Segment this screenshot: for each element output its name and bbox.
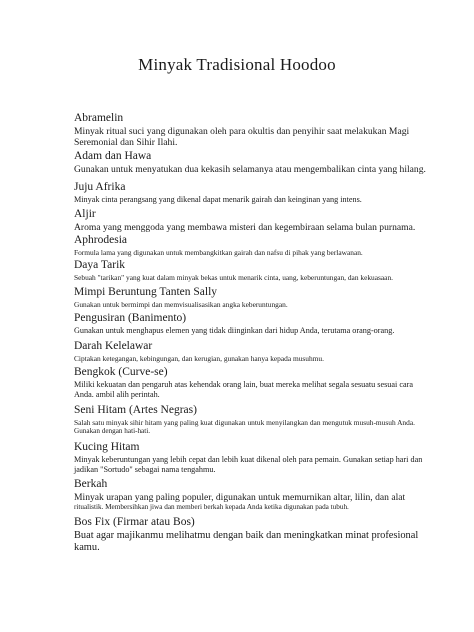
entry-adam-dan-hawa <box>74 150 430 175</box>
entry-desc: Minyak urapan yang paling populer, digunakan untuk memurnikan altar, lilin, dan alat <box>74 492 406 503</box>
entry-note: Gunakan dengan hati-hati. <box>74 427 151 435</box>
entry-juju-afrika <box>74 181 430 205</box>
entry-mimpi-beruntung <box>74 286 430 309</box>
entry-desc: Gunakan untuk menghapus elemen yang tidak diinginkan dari hidup Anda, terutama orang-orang. <box>74 326 395 335</box>
entry-bengkok <box>74 366 430 400</box>
entry-name: Mimpi Beruntung Tanten Sally <box>74 286 218 298</box>
entry-darah-kelelawar <box>74 340 430 363</box>
entry-name: Pengusiran (Banimento) <box>74 312 187 324</box>
entry-bos-fix <box>74 516 430 554</box>
entry-seni-hitam <box>74 404 430 436</box>
page-title: Minyak Tradisional Hoodoo <box>138 55 336 74</box>
entry-pengusiran <box>74 312 430 336</box>
entry-name: Aljir <box>74 208 96 220</box>
entry-desc: Minyak ritual suci yang digunakan oleh para okultis dan penyihir saat melakukan Magi Seremonial dan Sihir Ilahi. <box>74 126 410 148</box>
entry-desc: Gunakan untuk menyatukan dua kekasih selamanya atau mengembalikan cinta yang hilang. <box>74 164 426 175</box>
entry-name: Aphrodesia <box>74 234 128 246</box>
entry-desc: Minyak keberuntungan yang lebih cepat dan lebih kuat dikenal oleh para pemain. Gunakan setiap hari dan jadikan "Sortudo" sebagai nama tengahmu. <box>74 455 423 474</box>
entry-name: Abramelin <box>74 112 124 124</box>
entry-desc: Sebuah "tarikan" yang kuat dalam minyak bekas untuk menarik cinta, uang, keberuntungan, dan kekuasaan. <box>74 273 394 282</box>
entry-name: Adam dan Hawa <box>74 150 152 162</box>
entry-abramelin <box>74 112 430 148</box>
entry-name: Seni Hitam (Artes Negras) <box>74 404 197 416</box>
entry-name: Darah Kelelawar <box>74 340 153 352</box>
entry-name: Kucing Hitam <box>74 441 140 453</box>
entry-desc: Ciptakan ketegangan, kebingungan, dan kerugian, gunakan hanya kepada musuhmu. <box>74 354 324 363</box>
entry-name: Juju Afrika <box>74 181 126 193</box>
entry-name: Berkah <box>74 478 108 490</box>
entry-desc: Miliki kekuatan dan pengaruh atas kehendak orang lain, buat mereka melihat segala sesuatu sesuai cara Anda. ambil alih perintah. <box>74 380 413 399</box>
entry-name: Daya Tarik <box>74 259 126 271</box>
entry-aljir <box>74 208 430 233</box>
entry-name: Bengkok (Curve-se) <box>74 366 168 378</box>
entry-note: ritualistik. Membersihkan jiwa dan memberi berkah kepada Anda ketika digunakan pada tubuh. <box>74 503 349 511</box>
entry-desc: Formula lama yang digunakan untuk membangkitkan gairah dan nafsu di pihak yang berlawanan. <box>74 248 363 257</box>
entry-kucing-hitam <box>74 441 430 475</box>
entry-desc: Salah satu minyak sihir hitam yang paling kuat digunakan untuk menyilangkan dan mengutuk musuh-musuh Anda. <box>74 418 415 427</box>
entry-daya-tarik <box>74 259 430 282</box>
entry-berkah <box>74 478 430 512</box>
entry-desc: Aroma yang menggoda yang membawa misteri dan kegembiraan selama bulan purnama. <box>74 222 416 233</box>
entry-desc: Gunakan untuk bermimpi dan memvisualisasikan angka keberuntungan. <box>74 300 288 309</box>
entry-desc: Minyak cinta perangsang yang dikenal dapat menarik gairah dan keinginan yang intens. <box>74 195 362 204</box>
entry-desc: Buat agar majikanmu melihatmu dengan baik dan meningkatkan minat profesional kamu. <box>74 530 419 553</box>
entry-name: Bos Fix (Firmar atau Bos) <box>74 516 195 528</box>
entry-aphrodesia <box>74 234 430 257</box>
